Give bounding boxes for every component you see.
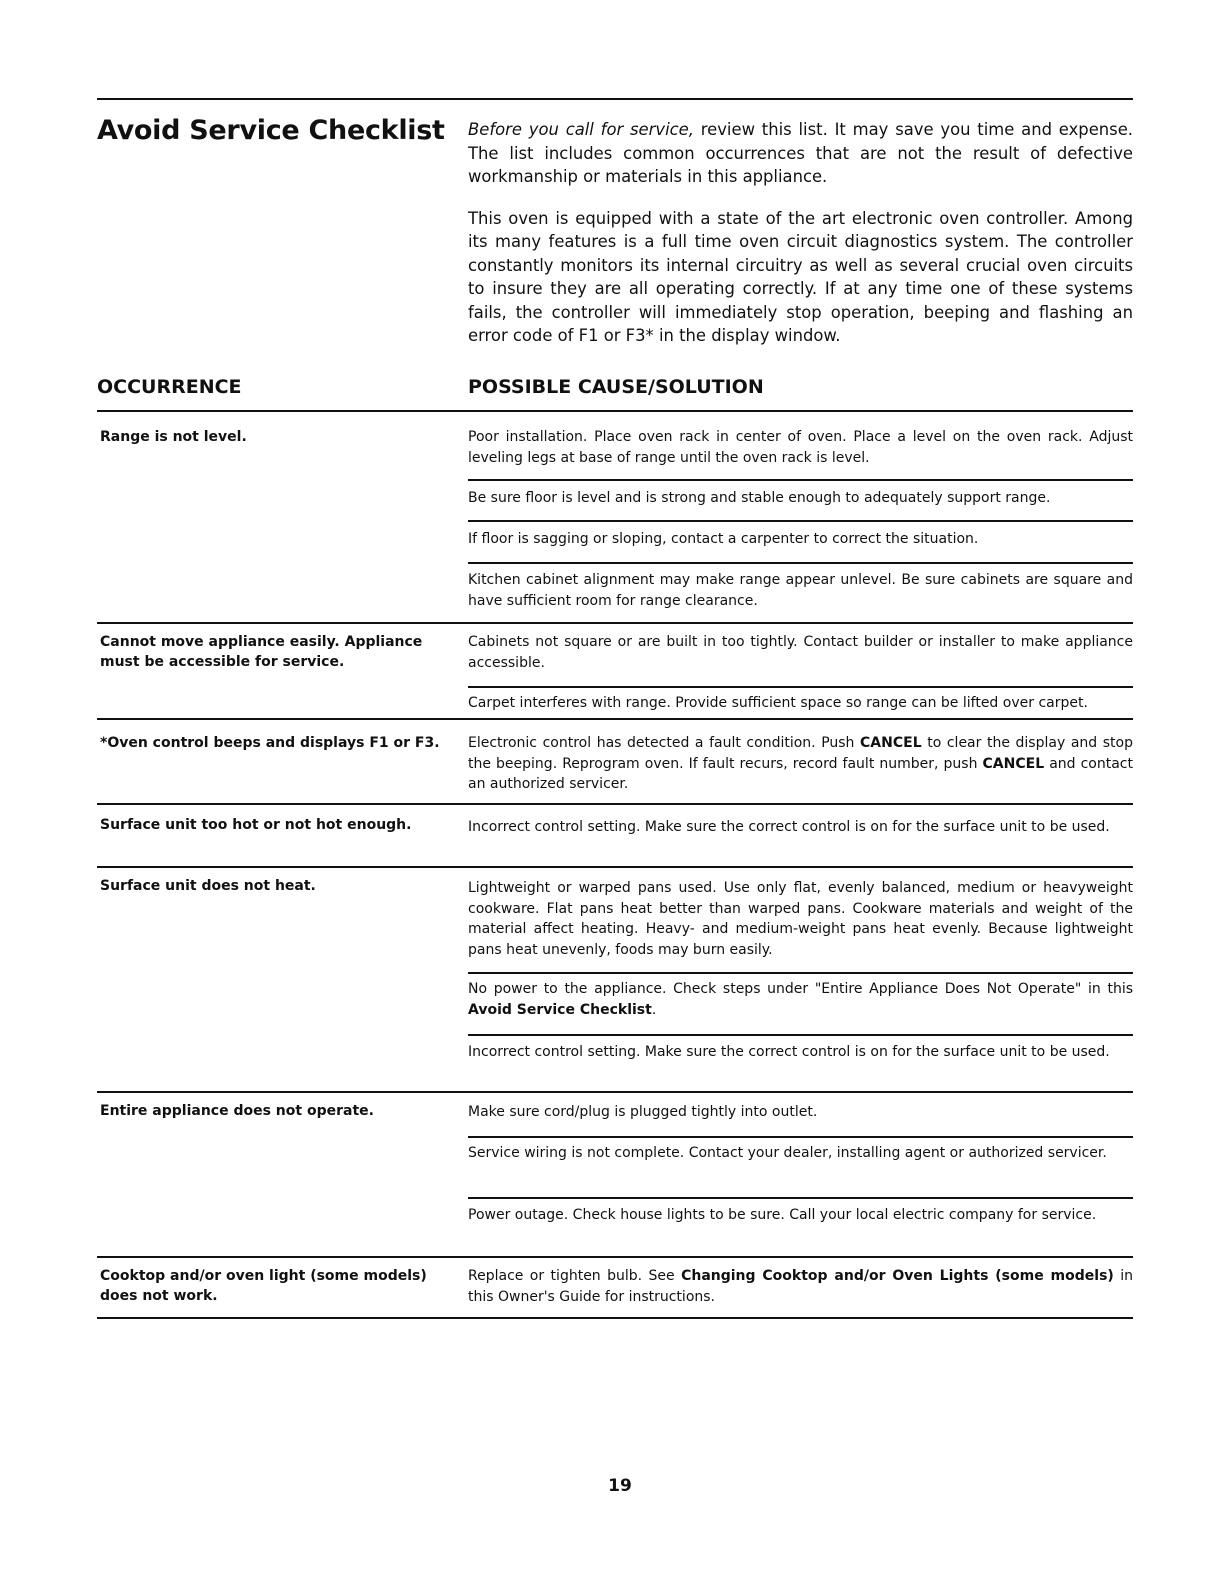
row-divider [97, 1091, 1133, 1093]
intro-lead-rest: review this list. It may save you time and expense. The list includes common occurrences that are not the result of defective workmanship or materials in this appliance. [468, 120, 1134, 186]
heading-rule [97, 410, 1133, 412]
solution-fault-condition [468, 733, 1133, 795]
solution-text: Electronic control has detected a fault condition. Push [468, 735, 861, 751]
solution-incorrect-setting: Incorrect control setting. Make sure the correct control is on for the surface unit to be used. [468, 819, 1110, 835]
occurrence-light-not-work: Cooktop and/or oven light (some models) does not work. [100, 1268, 427, 1304]
solution-no-power [468, 979, 1133, 1020]
row-divider [97, 1317, 1133, 1319]
solution-incorrect-setting: Incorrect control setting. Make sure the correct control is on for the surface unit to be used. [468, 1044, 1110, 1060]
solution-text: Replace or tighten bulb. See [468, 1268, 682, 1284]
occurrence-cannot-move: Cannot move appliance easily. Appliance must be accessible for service. [100, 634, 423, 670]
solution-column-heading: POSSIBLE CAUSE/SOLUTION [468, 376, 764, 398]
solution-text: No power to the appliance. Check steps under "Entire Appliance Does Not Operate" in this [468, 981, 1133, 997]
solution-cord-plug: Make sure cord/plug is plugged tightly into outlet. [468, 1104, 818, 1120]
row-divider [97, 718, 1133, 720]
intro-paragraph-1 [468, 118, 1133, 189]
solution-power-outage: Power outage. Check house lights to be sure. Call your local electric company for service. [468, 1207, 1097, 1223]
row-divider [97, 1256, 1133, 1258]
solution-divider [468, 479, 1133, 481]
checklist-reference: Avoid Service Checklist [468, 1001, 652, 1018]
solution-divider [468, 520, 1133, 522]
solution-divider [468, 1136, 1133, 1138]
solution-carpet: Carpet interferes with range. Provide sufficient space so range can be lifted over carpet. [468, 695, 1088, 711]
top-rule [97, 98, 1133, 100]
solution-text: to clear the display and stop the beeping. Reprogram oven. If fault recurs, record fault number, push [468, 735, 1133, 772]
solution-text: . [651, 1001, 657, 1018]
row-divider [97, 803, 1133, 805]
cancel-key-label: CANCEL [860, 735, 922, 751]
occurrence-range-not-level: Range is not level. [100, 429, 247, 445]
solution-text: and contact an authorized servicer. [468, 755, 1133, 792]
page-number: 19 [608, 1476, 632, 1496]
solution-divider [468, 972, 1133, 974]
row-divider [97, 866, 1133, 868]
intro-paragraph-2: This oven is equipped with a state of the art electronic oven controller. Among its many features is a full time oven circuit diagnostics system. The controller constantly monitors its internal circuitry as well as several crucial oven circuits to insure they are all operating correctly. If at any time one of these systems fails, the controller will immediately stop operation, beeping and flashing an error code of F1 or F3* in the display window. [468, 208, 1133, 345]
solution-divider [468, 686, 1133, 688]
cancel-key-label: CANCEL [982, 755, 1045, 772]
row-divider [97, 622, 1133, 624]
solution-warped-pans: Lightweight or warped pans used. Use only flat, evenly balanced, medium or heavyweight cookware. Flat pans heat better than warped pans. Cookware materials and weight of the material affect heating. Heavy- and medium-weight pans heat evenly. Because lightweight pans heat unevenly, foods may burn easily. [468, 880, 1133, 958]
solution-floor-level: Be sure floor is level and is strong and stable enough to adequately support range. [468, 490, 1051, 506]
occurrence-column-heading: OCCURRENCE [97, 376, 242, 398]
guide-section-reference: Changing Cooktop and/or Oven Lights (some models) [681, 1268, 1114, 1284]
solution-text: in this Owner's Guide for instructions. [468, 1268, 1134, 1305]
intro-lead-italic: Before you call for service, [468, 120, 694, 139]
occurrence-oven-control-beeps: *Oven control beeps and displays F1 or F3. [100, 735, 440, 751]
solution-divider [468, 562, 1133, 564]
page-title: Avoid Service Checklist [97, 115, 445, 146]
occurrence-surface-not-heat: Surface unit does not heat. [100, 878, 316, 894]
solution-cabinets-not-square: Cabinets not square or are built in too tightly. Contact builder or installer to make appliance accessible. [468, 634, 1133, 671]
solution-poor-installation: Poor installation. Place oven rack in center of oven. Place a level on the oven rack. Adjust leveling legs at base of range until the oven rack is level. [468, 429, 1133, 466]
solution-service-wiring: Service wiring is not complete. Contact your dealer, installing agent or authorized servicer. [468, 1145, 1107, 1161]
solution-divider [468, 1034, 1133, 1036]
occurrence-entire-appliance: Entire appliance does not operate. [100, 1103, 374, 1119]
solution-floor-sagging: If floor is sagging or sloping, contact a carpenter to correct the situation. [468, 531, 979, 547]
occurrence-surface-too-hot: Surface unit too hot or not hot enough. [100, 817, 412, 833]
intro-text [468, 118, 1133, 366]
solution-divider [468, 1197, 1133, 1199]
solution-replace-bulb [468, 1266, 1133, 1307]
solution-cabinet-alignment: Kitchen cabinet alignment may make range appear unlevel. Be sure cabinets are square and have sufficient room for range clearance. [468, 572, 1133, 609]
